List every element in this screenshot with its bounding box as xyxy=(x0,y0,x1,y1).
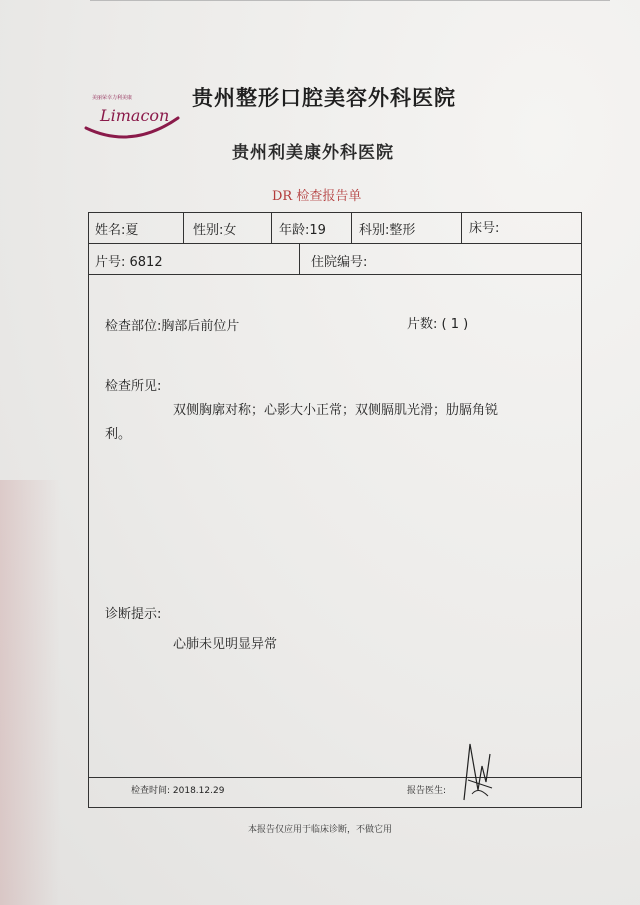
report-footer-note: 本报告仅应用于临床诊断，不做它用 xyxy=(247,825,392,835)
logo-wordmark: Limacon xyxy=(100,106,170,125)
report-title-prefix: DR xyxy=(272,189,293,204)
report-title xyxy=(272,185,361,204)
doctor-signature xyxy=(448,736,498,804)
diagnosis-text: 心肺未见明显异常 xyxy=(173,637,278,652)
col-divider xyxy=(461,213,462,243)
report-doctor: 报告医生: xyxy=(407,786,447,796)
hospital-logo xyxy=(88,94,176,140)
col-divider xyxy=(299,243,300,274)
report-title-text: 检查报告单 xyxy=(296,189,362,204)
film-number: 片号: 6812 xyxy=(95,255,163,270)
report-form xyxy=(88,212,582,808)
patient-age: 年龄:19 xyxy=(279,223,326,238)
hospital-name-primary: 贵州整形口腔美容外科医院 xyxy=(192,86,456,110)
inpatient-number: 住院编号: xyxy=(311,255,368,270)
col-divider xyxy=(183,213,184,243)
hospital-name-secondary: 贵州利美康外科医院 xyxy=(232,143,394,163)
exam-time: 检查时间: 2018.12.29 xyxy=(131,786,225,796)
col-divider xyxy=(351,213,352,243)
page-top-edge xyxy=(90,0,610,1)
col-divider xyxy=(271,213,272,243)
row-divider xyxy=(89,274,581,275)
row-divider xyxy=(89,777,581,778)
logo-tagline: 美丽荣幸力利美康 xyxy=(92,95,133,101)
page-shadow xyxy=(0,480,60,905)
patient-gender: 性别:女 xyxy=(193,223,237,238)
logo-swoosh-icon xyxy=(82,114,182,144)
row-divider xyxy=(89,243,581,244)
patient-bed: 床号: xyxy=(469,221,500,236)
exam-part: 检查部位:胸部后前位片 xyxy=(105,319,240,334)
findings-line-1: 双侧胸廓对称；心影大小正常；双侧膈肌光滑；肋膈角锐 xyxy=(173,403,499,418)
findings-line-2: 利。 xyxy=(105,427,132,442)
diagnosis-label: 诊断提示: xyxy=(105,607,162,622)
film-count: 片数: ( 1 ) xyxy=(407,317,469,332)
patient-name: 姓名:夏 xyxy=(95,223,139,238)
findings-label: 检查所见: xyxy=(105,379,162,394)
patient-department: 科别:整形 xyxy=(359,223,416,238)
